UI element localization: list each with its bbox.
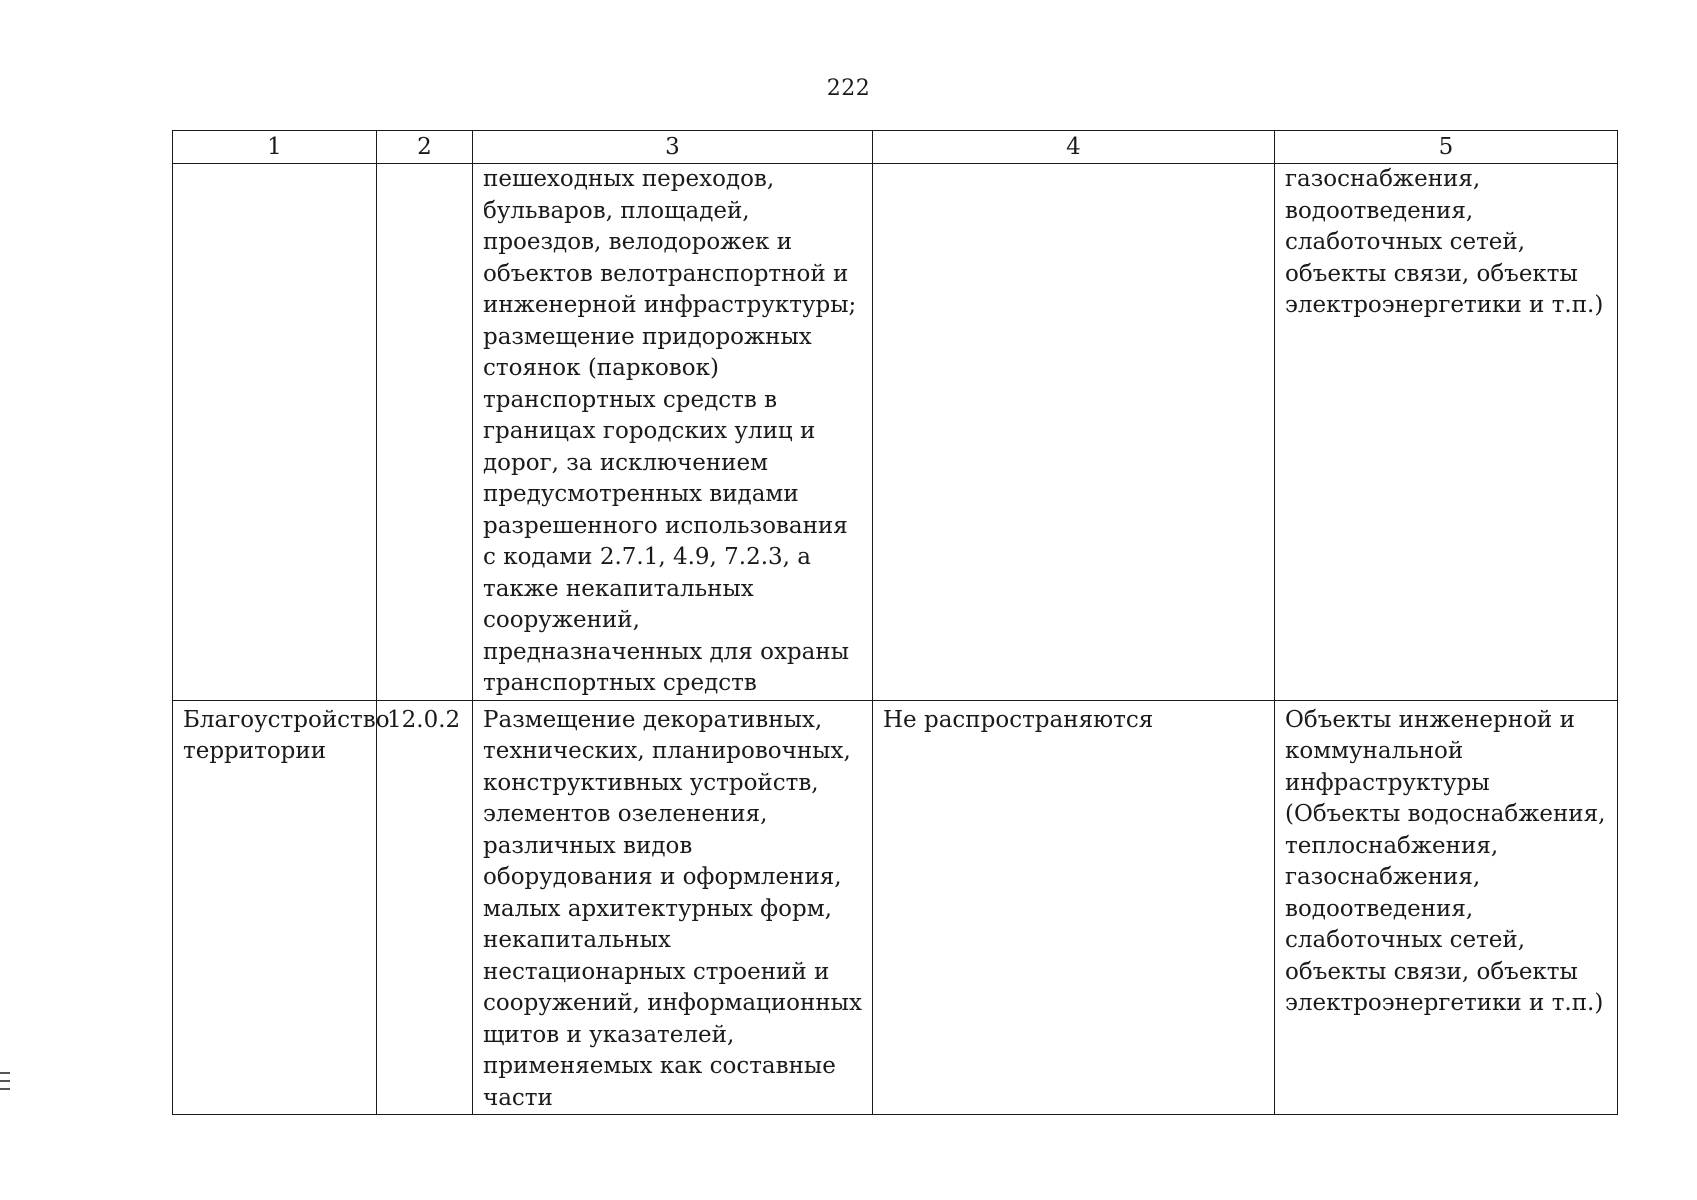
- header-cell-2: 2: [377, 131, 473, 164]
- land-use-objects-cell: [1275, 700, 1618, 1115]
- land-use-code-cell: [377, 700, 473, 1115]
- land-use-parameters: Не распространяются: [883, 706, 1154, 733]
- land-use-name-cell: [173, 700, 390, 1115]
- land-use-code-cell: [377, 164, 473, 701]
- table-row: [173, 164, 1618, 701]
- header-cell-4: 4: [873, 131, 1275, 164]
- table-header-row: [173, 131, 1618, 164]
- land-use-objects: газоснабжения, водоотведения, слаботочных сетей, объекты связи, объекты электроэнергетики и т.п.): [1285, 166, 1604, 318]
- land-use-description-cell: [473, 700, 873, 1115]
- land-use-parameters-cell: [873, 700, 1275, 1115]
- land-use-objects-cell: [1275, 164, 1618, 701]
- regulation-table: [172, 130, 1618, 1115]
- land-use-objects: Объекты инженерной и коммунальной инфраструктуры (Объекты водоснабжения, теплоснабжения, газоснабжения, водоотведения, слаботочных сетей, объекты связи, объекты электроэнергетики и т.п.): [1285, 706, 1606, 1016]
- land-use-description: пешеходных переходов, бульваров, площадей, проездов, велодорожек и объектов велотранспортной и инженерной инфраструктуры; размещение придорожных стоянок (парковок) транспортных средств в границах городских улиц и дорог, за исключением предусмотренных видами разрешенного использования с кодами 2.7.1, 4.9, 7.2.3, а также некапитальных сооружений, предназначенных для охраны транспортных средств: [483, 166, 857, 696]
- land-use-description: Размещение декоративных, технических, планировочных, конструктивных устройств, элементов озеленения, различных видов оборудования и оформления, малых архитектурных форм, некапитальных нестационарных строений и сооружений, информационных щитов и указателей, применяемых как составные части: [483, 706, 862, 1111]
- header-cell-5: 5: [1275, 131, 1618, 164]
- land-use-parameters-cell: [873, 164, 1275, 701]
- page-number: 222: [826, 76, 871, 101]
- table-row: [173, 700, 1618, 1115]
- header-cell-1: 1: [173, 131, 377, 164]
- margin-scan-mark: [0, 1072, 10, 1096]
- land-use-code: 12.0.2: [387, 706, 461, 733]
- land-use-description-cell: [473, 164, 873, 701]
- header-cell-3: 3: [473, 131, 873, 164]
- land-use-name: Благоустройство территории: [183, 706, 390, 764]
- land-use-name-cell: [173, 164, 377, 701]
